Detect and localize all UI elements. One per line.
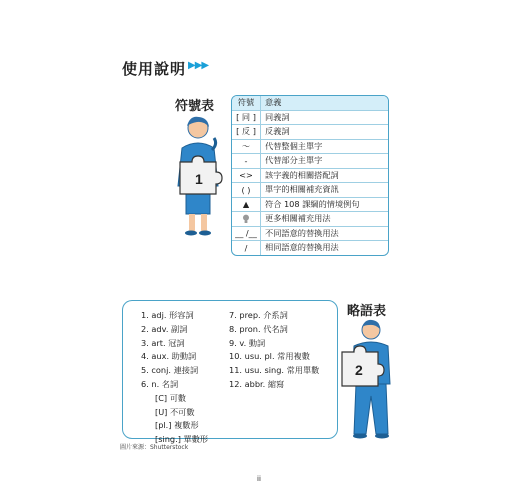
- list-item: 9. v. 動詞: [229, 337, 266, 348]
- title-arrows-icon: ▶▶▶: [188, 60, 209, 71]
- meaning-cell: 更多相關補充用法: [265, 213, 331, 224]
- symbol-cell: -: [232, 154, 261, 168]
- meaning-cell: 該字義的相關搭配詞: [265, 169, 339, 180]
- bulb-icon: [242, 214, 250, 224]
- symbol-cell: 〜: [232, 140, 261, 154]
- puzzle-number-2: 2: [355, 362, 363, 378]
- abbreviation-left-column: [141, 309, 208, 447]
- symbol-cell: __ /__: [232, 227, 261, 241]
- meaning-cell: 不同語意的替換用法: [265, 227, 339, 238]
- symbol-cell: [ 同 ]: [232, 111, 261, 125]
- list-subitem: [sing.] 單數形: [155, 434, 209, 445]
- list-item: 3. art. 冠詞: [141, 337, 185, 348]
- image-credit: 圖片來源：Shutterstock: [120, 444, 189, 451]
- person-holding-puzzle-2-illustration: [338, 318, 404, 444]
- table-row: [232, 140, 388, 155]
- symbol-cell: ▲: [232, 198, 261, 212]
- list-item: 8. pron. 代名詞: [229, 323, 288, 334]
- list-subitem: [U] 不可數: [155, 406, 195, 417]
- abbreviation-box: [122, 300, 338, 445]
- abbreviation-heading: 略語表: [347, 304, 387, 319]
- list-item: 4. aux. 助動詞: [141, 351, 197, 362]
- page-title: 使用說明: [122, 60, 187, 78]
- table-row: [232, 111, 388, 126]
- meaning-column-header: 意義: [265, 97, 282, 108]
- meaning-cell: 符合 108 課綱的情境例句: [265, 198, 360, 209]
- list-item: 11. usu. sing. 常用單數: [229, 365, 320, 376]
- symbol-cell: <>: [232, 169, 261, 183]
- table-row: [232, 241, 388, 255]
- symbol-table: [231, 95, 389, 256]
- symbol-cell: /: [232, 241, 261, 255]
- list-item: 12. abbr. 縮寫: [229, 378, 285, 389]
- meaning-cell: 代替整個主單字: [265, 140, 323, 151]
- table-row: [232, 198, 388, 213]
- meaning-cell: 代替部分主單字: [265, 155, 323, 166]
- symbol-column-header: 符號: [232, 96, 261, 110]
- meaning-cell: 相同語意的替換用法: [265, 242, 339, 253]
- list-item: 2. adv. 副詞: [141, 323, 188, 334]
- person-holding-puzzle-1-illustration: [168, 112, 228, 238]
- meaning-cell: 同義詞: [265, 111, 290, 122]
- symbol-cell: [ 反 ]: [232, 125, 261, 139]
- symbol-table-header: [232, 96, 388, 111]
- list-subitem: [C] 可數: [155, 392, 187, 403]
- list-item: 7. prep. 介系詞: [229, 310, 288, 320]
- table-row: [232, 183, 388, 198]
- symbol-cell: [232, 212, 261, 226]
- table-row: [232, 212, 388, 227]
- table-row: [232, 125, 388, 140]
- list-item: 1. adj. 形容詞: [141, 310, 194, 320]
- symbol-cell: ( ): [232, 183, 261, 197]
- list-item: 6. n. 名詞: [141, 378, 179, 389]
- meaning-cell: 反義詞: [265, 126, 290, 137]
- meaning-cell: 單字的相關補充資訊: [265, 184, 339, 195]
- table-row: [232, 169, 388, 184]
- table-row: [232, 227, 388, 242]
- list-item: 10. usu. pl. 常用複數: [229, 351, 310, 362]
- page-number: ii: [257, 475, 261, 483]
- symbol-table-heading: 符號表: [175, 99, 215, 114]
- abbreviation-right-column: [229, 309, 319, 392]
- list-subitem: [pl.] 複數形: [155, 420, 199, 431]
- list-item: 5. conj. 連接詞: [141, 365, 199, 376]
- puzzle-number-1: 1: [195, 171, 203, 187]
- table-row: [232, 154, 388, 169]
